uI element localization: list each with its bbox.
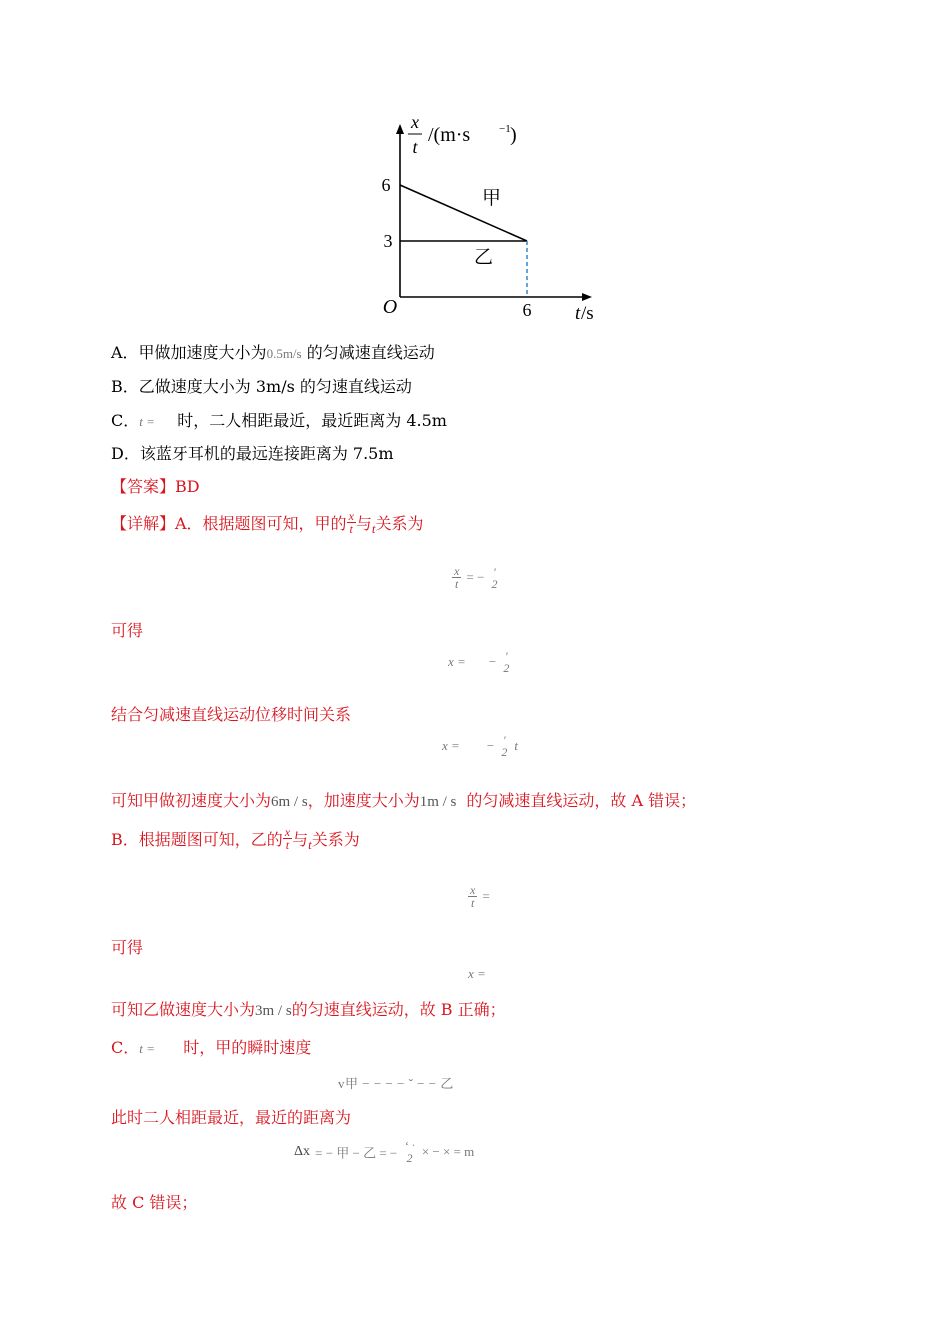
conclusion-b: 可知乙做速度大小为3m / s的匀速直线运动，故 B 正确； [111, 1000, 506, 1019]
y-label-unit-exp: −1 [499, 123, 511, 135]
origin-label: O [382, 296, 398, 318]
kede-1: 可得 [111, 621, 144, 640]
equation-7: Δx = − 甲 − 乙 = − ʻ ˑ 2 × − × = m [294, 1139, 475, 1165]
equation-4: $\frac{x}{t}$ = [470, 883, 490, 910]
jiehe-text: 结合匀减速直线运动位移时间关系 [111, 705, 352, 724]
option-b: B．乙做速度大小为 3m/s 的匀速直线运动 [111, 377, 412, 396]
y-label-den: t [412, 137, 418, 157]
detail-a-intro: 【详解】A．根据题图可知，甲的 $\frac{x}{t}$ 与$_t$关系为 [111, 509, 424, 536]
y-label-unit: /(m·s [428, 124, 471, 146]
equation-6: v甲 − − − − ˇ − − 乙 [338, 1076, 454, 1091]
yi-label: 乙 [474, 247, 494, 268]
y-axis-arrow [396, 124, 404, 134]
x-tick-6: 6 [522, 300, 532, 320]
y-tick-3: 3 [383, 231, 393, 251]
detail-b-intro: B．根据题图可知，乙的 $\frac{x}{t}$ 与$_t$关系为 [111, 825, 360, 852]
y-tick-6: 6 [381, 175, 391, 195]
equation-5: x = [468, 966, 486, 981]
equation-3: x = − ' 2 t [442, 733, 519, 759]
answer: 【答案】BD [111, 477, 200, 496]
x-axis-arrow [582, 293, 592, 301]
y-label-num: x [411, 112, 419, 132]
equation-1: $\frac{x}{t}$ = − ' 2 [454, 564, 498, 591]
frac-x-over-t: $\frac{x}{t}$ [348, 509, 354, 536]
option-c: C．t = 时，二人相距最近，最近距离为 4.5m [111, 411, 447, 430]
line-jia [400, 185, 527, 241]
velocity-time-graph [360, 110, 610, 325]
equation-2: x = − ' 2 [448, 649, 510, 675]
x-label-unit: /s [581, 303, 594, 324]
conclusion-c: 故 C 错误； [111, 1193, 198, 1212]
conclusion-a: 可知甲做初速度大小为6m / s，加速度大小为1m / s 的匀减速直线运动，故 A 错误； [111, 791, 697, 810]
kede-2: 可得 [111, 938, 144, 957]
y-label-unit-close: ) [510, 124, 517, 146]
detail-c-intro: C．t = 时，甲的瞬时速度 [111, 1038, 312, 1057]
option-d: D．该蓝牙耳机的最远连接距离为 7.5m [111, 444, 394, 463]
closest-distance-text: 此时二人相距最近，最近的距离为 [111, 1108, 352, 1127]
option-a: A．甲做加速度大小为0.5m/s 的匀减速直线运动 [111, 343, 435, 362]
x-label: t [575, 303, 581, 324]
jia-label: 甲 [482, 188, 502, 209]
